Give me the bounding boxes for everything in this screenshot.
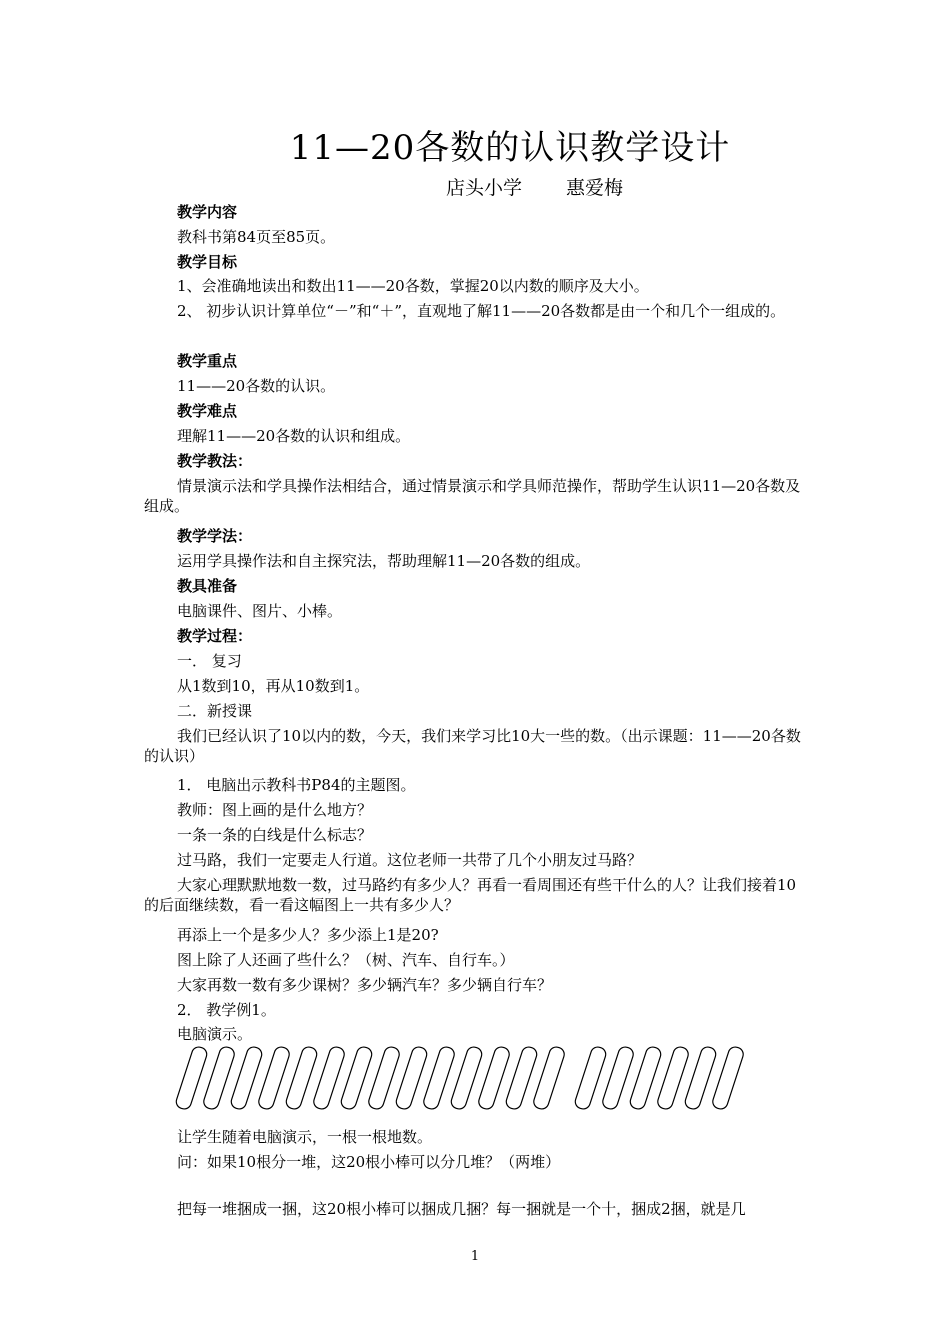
page-number: 1 bbox=[470, 1249, 480, 1264]
heading-difficulty: 教学难点 bbox=[177, 402, 238, 420]
question-6: 图上除了人还画了些什么？（树、汽车、自行车。） bbox=[177, 951, 515, 969]
question-5: 再添上一个是多少人？多少添上1是20? bbox=[177, 926, 439, 944]
counting-sticks-illustration bbox=[170, 1040, 790, 1120]
study-text: 运用学具操作法和自主探究法，帮助理解11—20各数的组成。 bbox=[177, 552, 591, 570]
teacher-name: 惠爱梅 bbox=[566, 177, 624, 199]
last-line: 把每一堆捆成一捆，这20根小棒可以捆成几捆？每一捆就是一个十，捆成2捆，就是几 bbox=[177, 1200, 746, 1218]
heading-tools: 教具准备 bbox=[177, 577, 238, 595]
method-text: 情景演示法和学具操作法相结合，通过情景演示和学具师范操作，帮助学生认识11—20各数及组成。 bbox=[144, 477, 801, 515]
document-title: 11—20各数的认识教学设计 bbox=[289, 128, 731, 168]
content-text: 教科书第84页至85页。 bbox=[177, 228, 336, 246]
question-3: 过马路，我们一定要走人行道。这位老师一共带了几个小朋友过马路？ bbox=[177, 851, 643, 869]
heading-study: 教学学法： bbox=[177, 527, 253, 545]
author-line bbox=[446, 176, 623, 200]
step1-text: 从1数到10，再从10数到1。 bbox=[177, 677, 370, 695]
heading-process: 教学过程： bbox=[177, 627, 253, 645]
step1-title: 一． 复习 bbox=[177, 652, 242, 670]
question-7: 大家再数一数有多少课树？多少辆汽车？多少辆自行车？ bbox=[177, 976, 553, 994]
key-text: 11——20各数的认识。 bbox=[177, 377, 336, 395]
question-1: 教师：图上画的是什么地方？ bbox=[177, 801, 373, 819]
question-2: 一条一条的白线是什么标志？ bbox=[177, 826, 373, 844]
goal-1: 1、会准确地读出和数出11——20各数，掌握20以内数的顺序及大小。 bbox=[177, 277, 649, 295]
tools-text: 电脑课件、图片、小棒。 bbox=[177, 602, 343, 620]
step2-intro: 我们已经认识了10以内的数，今天，我们来学习比10大一些的数。（出示课题：11——20各数的认识） bbox=[144, 727, 801, 765]
school-name: 店头小学 bbox=[446, 177, 523, 199]
question-4: 大家心理默默地数一数，过马路约有多少人？再看一看周围还有些干什么的人？让我们接着10的后面继续数，看一看这幅图上一共有多少人？ bbox=[144, 876, 797, 914]
after-text-2: 问：如果10根分一堆，这20根小棒可以分几堆？（两堆） bbox=[177, 1153, 561, 1171]
difficulty-text: 理解11——20各数的认识和组成。 bbox=[177, 427, 411, 445]
heading-goals: 教学目标 bbox=[177, 253, 238, 271]
heading-content: 教学内容 bbox=[177, 203, 238, 221]
step2-title: 二．新授课 bbox=[177, 702, 253, 720]
item-2: 2． 教学例1。 bbox=[177, 1001, 276, 1019]
after-text-1: 让学生随着电脑演示，一根一根地数。 bbox=[177, 1128, 433, 1146]
heading-method: 教学教法： bbox=[177, 452, 253, 470]
heading-key: 教学重点 bbox=[177, 352, 238, 370]
demo-text: 电脑演示。 bbox=[177, 1025, 253, 1043]
item-1: 1． 电脑出示教科书P84的主题图。 bbox=[177, 776, 416, 794]
goal-2: 2、 初步认识计算单位“－”和“＋”，直观地了解11——20各数都是由一个和几个一组成的。 bbox=[177, 302, 786, 320]
